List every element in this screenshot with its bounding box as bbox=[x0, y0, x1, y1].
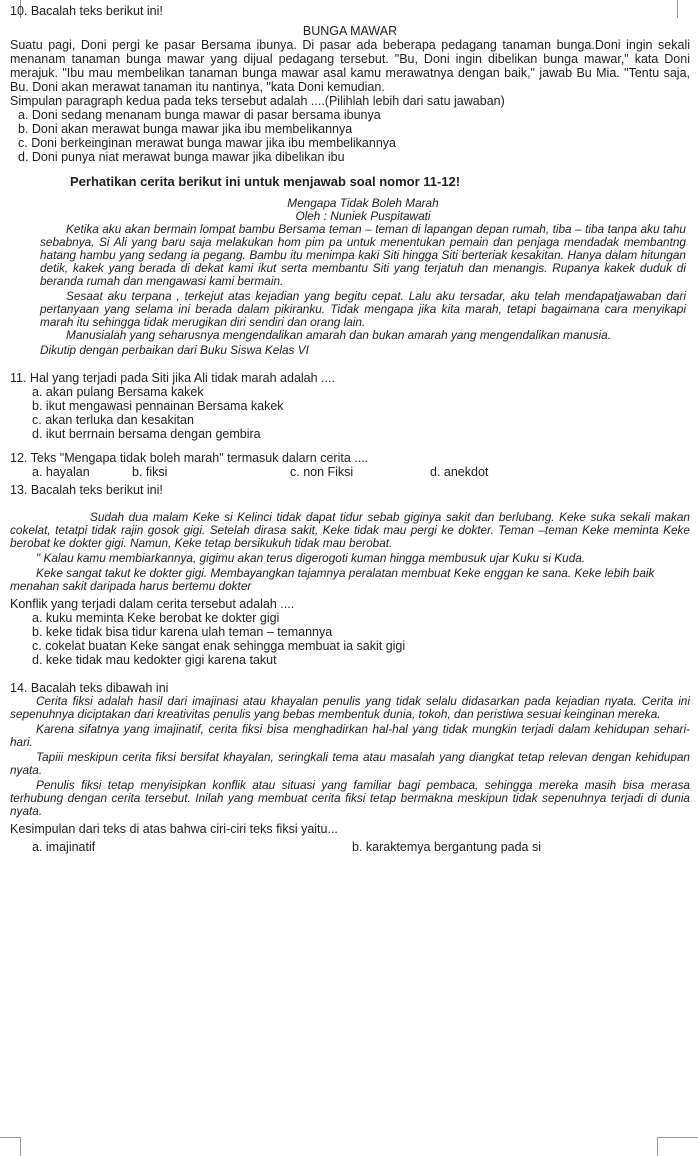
q10-story-title: BUNGA MAWAR bbox=[302, 24, 398, 38]
q14-paragraph-1: Cerita fiksi adalah hasil dari imajinasi atau khayalan penulis yang tidak selalu didasarkan pada kejadian nyata. Cerita ini sepenuhnya diciptakan dari kreativitas penulis yang bebas membentuk dunia, tokoh, dan peristiwa sesuai keinginan mereka. bbox=[10, 694, 690, 721]
q11-option-d[interactable]: d. ikut berrnain bersama dengan gembira bbox=[32, 427, 261, 441]
q13-option-a[interactable]: a. kuku meminta Keke berobat ke dokter gigi bbox=[32, 611, 280, 625]
q13-paragraph-3: Keke sangat takut ke dokter gigi. Membayangkan tajamnya peralatan membuat Keke enggan ke sana. Keke lebih baik menahan sakit daripada harus bertemu dokter bbox=[10, 566, 655, 593]
q14-paragraph-3: Tapiii meskipun cerita fiksi bersifat khayalan, seringkali tema atau masalah yang diangkat tetap relevan dengan kehidupan nyata. bbox=[10, 750, 690, 777]
story2-paragraph-3: Manusialah yang seharusnya mengendalikan amarah dan bukan amarah yang mengendalikan manusia. bbox=[66, 328, 611, 342]
content bbox=[10, 4, 690, 854]
q11-option-c[interactable]: c. akan terluka dan kesakitan bbox=[32, 413, 194, 427]
question-11 bbox=[10, 371, 690, 441]
q11-question: 11. Hal yang terjadi pada Siti jika Ali tidak marah adalah .... bbox=[10, 371, 335, 385]
question-14 bbox=[10, 681, 690, 854]
q13-option-c[interactable]: c. cokelat buatan Keke sangat enak sehingga membuat ia sakit gigi bbox=[32, 639, 406, 653]
q14-title: 14. Bacalah teks dibawah ini bbox=[10, 681, 169, 695]
corner-mark bbox=[657, 1137, 698, 1156]
q14-option-b[interactable]: b. karaktemya bergantung pada si bbox=[352, 840, 542, 854]
q12-option-d[interactable]: d. anekdot bbox=[430, 465, 489, 479]
q10-option-c[interactable]: c. Doni berkeinginan merawat bunga mawar jika ibu membelikannya bbox=[18, 136, 396, 150]
story2-author: Oleh : Nuniek Puspitawati bbox=[295, 209, 431, 223]
q14-option-a[interactable]: a. imajinatif bbox=[32, 840, 96, 854]
story2-title: Mengapa Tidak Boleh Marah bbox=[287, 196, 439, 210]
q14-question: Kesimpulan dari teks di atas bahwa ciri-ciri teks fiksi yaitu... bbox=[10, 822, 338, 836]
question-10 bbox=[10, 4, 690, 164]
q10-option-d[interactable]: d. Doni punya niat merawat bunga mawar jika dibelikan ibu bbox=[18, 150, 345, 164]
q10-option-a[interactable]: a. Doni sedang menanam bunga mawar di pasar bersama ibunya bbox=[18, 108, 381, 122]
question-12 bbox=[10, 451, 690, 479]
q12-question: 12. Teks "Mengapa tidak boleh marah" termasuk dalarn cerita .... bbox=[10, 451, 369, 465]
story-mengapa bbox=[10, 197, 690, 357]
q13-question: Konflik yang terjadi dalam cerita tersebut adalah .... bbox=[10, 597, 295, 611]
q10-paragraph: Suatu pagi, Doni pergi ke pasar Bersama ibunya. Di pasar ada beberapa pedagang tanaman bunga.Doni ingin sekali menanam tanaman bunga mawar yang dijual pedagang tersebut. "Bu, Doni ingin dibelikan bunga mawar," kata Doni merajuk. "Ibu mau membelikan tanaman bunga mawar asal kamu merawatnya dengan baik," jawab Bu Mia. "Tentu saja, Bu. Doni akan merawat tanaman itu nantinya, "kata Doni kemudian. bbox=[10, 38, 690, 94]
story2-paragraph-2: Sesaat aku terpana , terkejut atas kejadian yang begitu cepat. Lalu aku tersadar, aku telah mendapatjawaban dari pertanyaan yang selama ini berada dalam pikiranku. Tidak mengapa jika kita marah, tetapi bagaimana cara menyikapi marah itu sehingga tidak merugikan diri sendiri dan orang lain. bbox=[40, 289, 686, 329]
q13-option-d[interactable]: d. keke tidak mau kedokter gigi karena takut bbox=[32, 653, 277, 667]
q13-title: 13. Bacalah teks berikut ini! bbox=[10, 483, 163, 497]
instruction-heading: Perhatikan cerita berikut ini untuk menjawab soal nomor 11-12! bbox=[70, 174, 461, 189]
q12-option-a[interactable]: a. hayalan bbox=[32, 465, 90, 479]
q11-option-b[interactable]: b. ikut mengawasi pennainan Bersama kakek bbox=[32, 399, 284, 413]
story2-source: Dikutip dengan perbaikan dari Buku Siswa Kelas VI bbox=[40, 343, 309, 357]
q14-paragraph-2: Karena sifatnya yang imajinatif, cerita fiksi bisa menghadirkan hal-hal yang tidak mungkin terjadi dalam kehidupan sehari-hari. bbox=[10, 722, 690, 749]
q10-option-b[interactable]: b. Doni akan merawat bunga mawar jika ibu membelikannya bbox=[18, 122, 353, 136]
story2-paragraph-1: Ketika aku akan bermain lompat bambu Bersama teman – teman di lapangan depan rumah, tiba – tiba tanpa aku tahu sebabnya, Si Ali yang baru saja melakukan hom pim pa untuk menentukan pemain dan penjaga mendadak membantng hatang hambu yang sedang ia pegang. Bambu itu menimpa kaki Siti hingga Siti berteriak kesakitan. Hanya dalam hitungan detik, kakek yang berada di dekat kami ikut serta membantu Siti yang terjatuh dan menangis. Rupanya kakek duduk di beranda rumah dan mengawasi kami bermain. bbox=[40, 222, 686, 288]
corner-mark bbox=[0, 1137, 21, 1156]
q12-option-c[interactable]: c. non Fiksi bbox=[290, 465, 354, 479]
q13-option-b[interactable]: b. keke tidak bisa tidur karena ulah teman – temannya bbox=[32, 625, 333, 639]
q10-title: 10. Bacalah teks berikut ini! bbox=[10, 4, 163, 18]
question-13 bbox=[10, 483, 690, 667]
q12-option-b[interactable]: b. fiksi bbox=[132, 465, 168, 479]
q13-paragraph-1: Sudah dua malam Keke si Kelinci tidak dapat tidur sebab giginya sakit dan berlubang. Keke suka sekali makan cokelat, tetatpi tidak rajin gosok gigi. Setelah dirasa sakit, Keke tidak mau pergi ke dokter. Teman –teman Keke meminta Keke berobat ke dokter gigi. Namun, Keke tetap bersikukuh tidak mau berobat. bbox=[10, 510, 690, 550]
q13-paragraph-2: " Kalau kamu membiarkannya, gigimu akan terus digerogoti kuman hingga membusuk ujar Kuku si Kuda. bbox=[36, 551, 586, 565]
q14-paragraph-4: Penulis fiksi tetap menyisipkan konflik atau situasi yang familiar bagi pembaca, sehingga mereka masih bisa merasa terhubung dengan cerita tersebut. Inilah yang membuat cerita fiksi tetap bermakna meskipun tidak sepenuhnya terjadi di dunia nyata. bbox=[10, 778, 690, 818]
q10-question: Simpulan paragraph kedua pada teks tersebut adalah ....(Pilihlah lebih dari satu jawaban) bbox=[10, 94, 505, 108]
q11-option-a[interactable]: a. akan pulang Bersama kakek bbox=[32, 385, 204, 399]
